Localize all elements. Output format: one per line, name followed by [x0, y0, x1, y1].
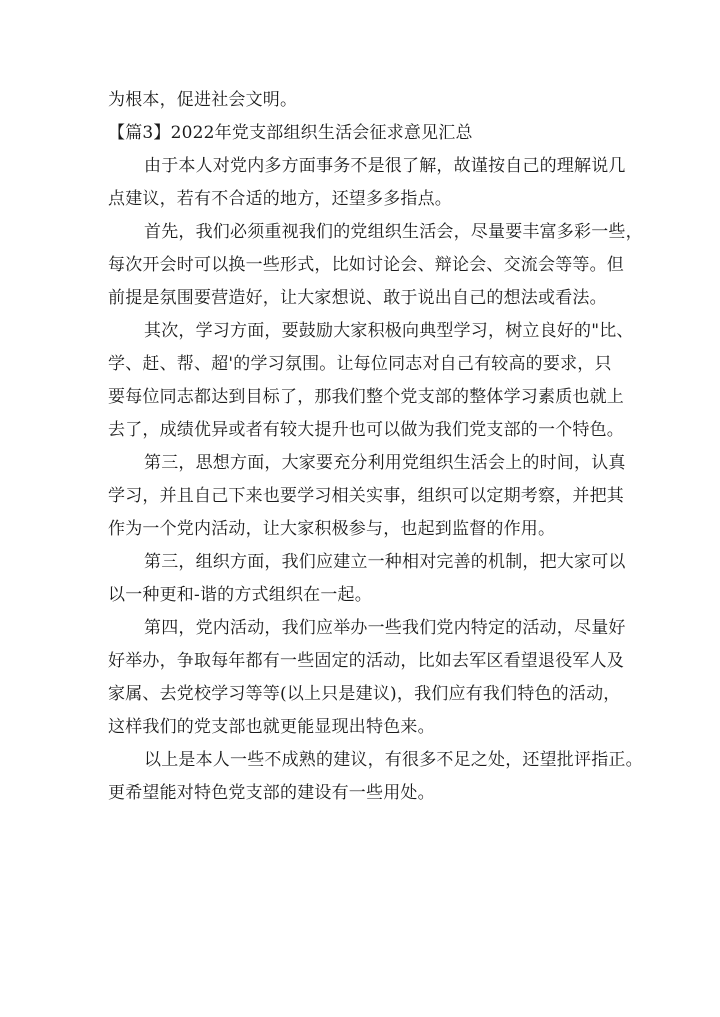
paragraph-line: 其次，学习方面，要鼓励大家积极向典型学习，树立良好的"比、 — [144, 321, 634, 341]
paragraph-line: 家属、去党校学习等等(以上只是建议)，我们应有我们特色的活动， — [108, 684, 621, 704]
paragraph-line: 第三，思想方面，大家要充分利用党组织生活会上的时间，认真 — [144, 453, 626, 473]
paragraph-line: 作为一个党内活动，让大家积极参与，也起到监督的作用。 — [108, 519, 556, 539]
paragraph-line: 这样我们的党支部也就更能显现出特色来。 — [108, 717, 435, 737]
paragraph-3 — [108, 315, 634, 447]
paragraph-line: 每次开会时可以换一些形式，比如讨论会、辩论会、交流会等等。但 — [108, 255, 624, 275]
continuation-line: 为根本，促进社会文明。 — [108, 90, 298, 110]
paragraph-7 — [108, 744, 643, 810]
paragraph-line: 学、赶、帮、超'的学习氛围。让每位同志对自己有较高的要求，只 — [108, 354, 612, 374]
paragraph-line: 第四，党内活动，我们应举办一些我们党内特定的活动，尽量好 — [144, 618, 626, 638]
paragraph-line: 要每位同志都达到目标了，那我们整个党支部的整体学习素质也就上 — [108, 387, 624, 407]
paragraph-line: 由于本人对党内多方面事务不是很了解，故谨按自己的理解说几 — [144, 156, 626, 176]
paragraph-5 — [108, 546, 626, 612]
paragraph-6 — [108, 612, 626, 744]
document-page — [108, 84, 643, 810]
paragraph-line: 前提是氛围要营造好，让大家想说、敢于说出自己的想法或看法。 — [108, 288, 607, 308]
paragraph-line: 好举办，争取每年都有一些固定的活动，比如去军区看望退役军人及 — [108, 651, 624, 671]
paragraph-line: 点建议，若有不合适的地方，还望多多指点。 — [108, 189, 452, 209]
paragraph-line: 学习，并且自己下来也要学习相关实事，组织可以定期考察，并把其 — [108, 486, 624, 506]
paragraph-1 — [108, 150, 626, 216]
paragraph-4 — [108, 447, 626, 546]
section-heading: 【篇3】2022年党支部组织生活会征求意见汇总 — [108, 123, 473, 143]
paragraph-line: 更希望能对特色党支部的建设有一些用处。 — [108, 783, 435, 803]
paragraph-line: 以上是本人一些不成熟的建议，有很多不足之处，还望批评指正。 — [144, 750, 643, 770]
paragraph-line: 首先，我们必须重视我们的党组织生活会，尽量要丰富多彩一些， — [144, 222, 643, 242]
paragraph-line: 以一种更和-谐的方式组织在一起。 — [108, 585, 372, 605]
paragraph-line: 第三，组织方面，我们应建立一种相对完善的机制，把大家可以 — [144, 552, 626, 572]
paragraph-2 — [108, 216, 643, 315]
paragraph-line: 去了，成绩优异或者有较大提升也可以做为我们党支部的一个特色。 — [108, 420, 624, 440]
